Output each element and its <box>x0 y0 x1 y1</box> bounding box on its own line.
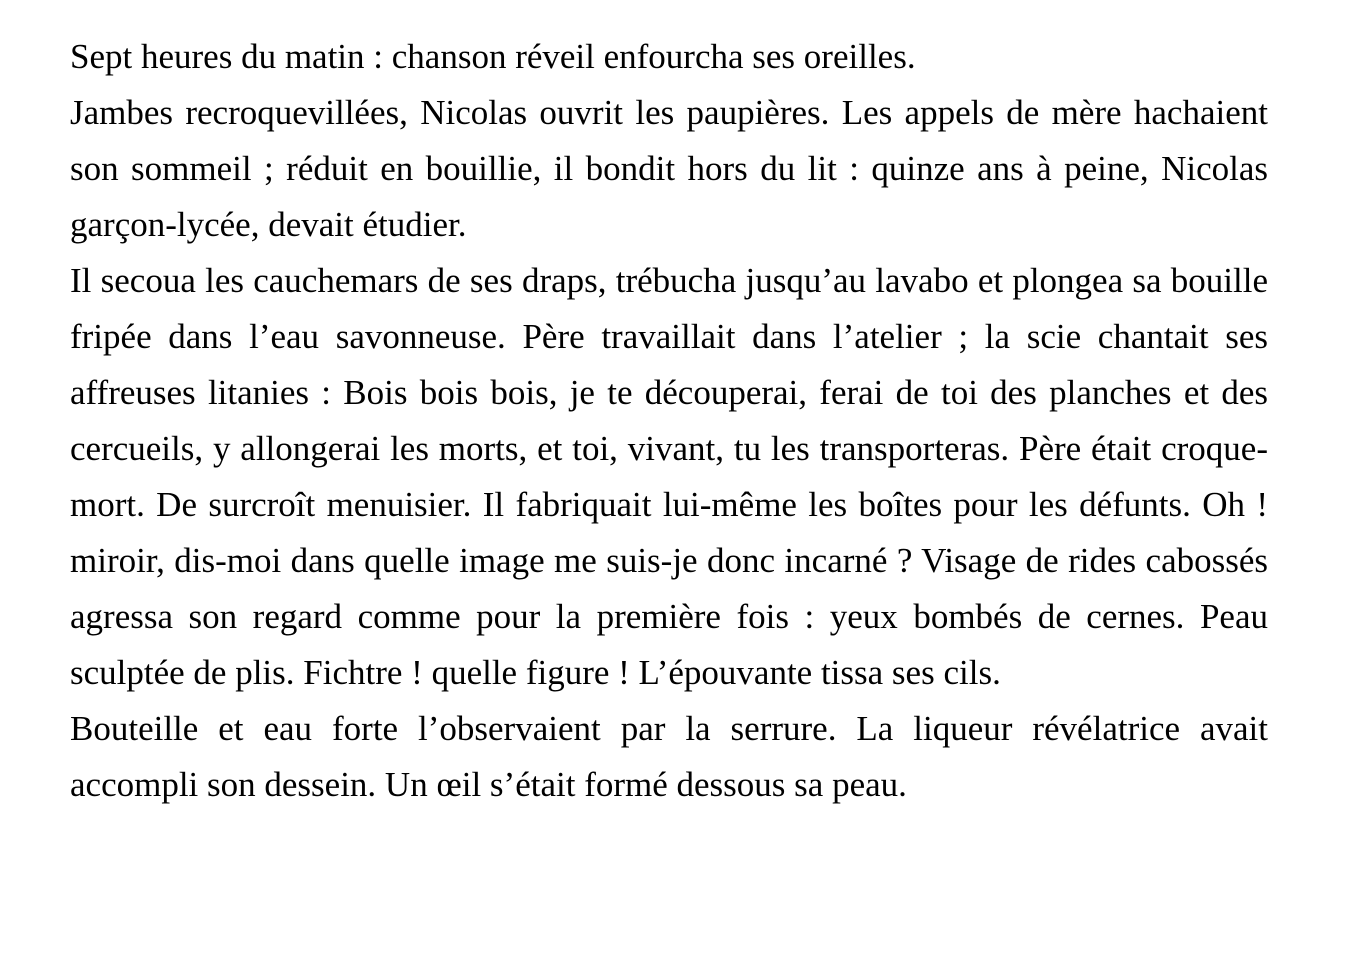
paragraph-1: Sept heures du matin : chanson réveil enfourcha ses oreilles. <box>70 37 916 76</box>
paragraph-4: Bouteille et eau forte l’observaient par la serrure. La liqueur révélatrice avait accompli son dessein. Un œil s’était formé dessous sa peau. <box>70 709 1268 804</box>
paragraph-2: Jambes recroquevillées, Nicolas ouvrit les paupières. Les appels de mère hachaient son sommeil ; réduit en bouillie, il bondit hors du lit : quinze ans à peine, Nicolas garçon-lycée, devait étudier. <box>70 93 1268 244</box>
paragraph-3: Il secoua les cauchemars de ses draps, trébucha jusqu’au lavabo et plongea sa bouille fripée dans l’eau savonneuse. Père travaillait dans l’atelier ; la scie chantait ses affreuses litanies : Bois bois bois, je te découperai, ferai de toi des planches et des cercueils, y allongerai les morts, et toi, vivant, tu les transporteras. Père était croque-mort. De surcroît menuisier. Il fabriquait lui-même les boîtes pour les défunts. Oh ! miroir, dis-moi dans quelle image me suis-je donc incarné ? Visage de rides cabossés agressa son regard comme pour la première fois : yeux bombés de cernes. Peau sculptée de plis. Fichtre ! quelle figure ! L’épouvante tissa ses cils. <box>70 261 1268 692</box>
text-body <box>70 29 1268 813</box>
